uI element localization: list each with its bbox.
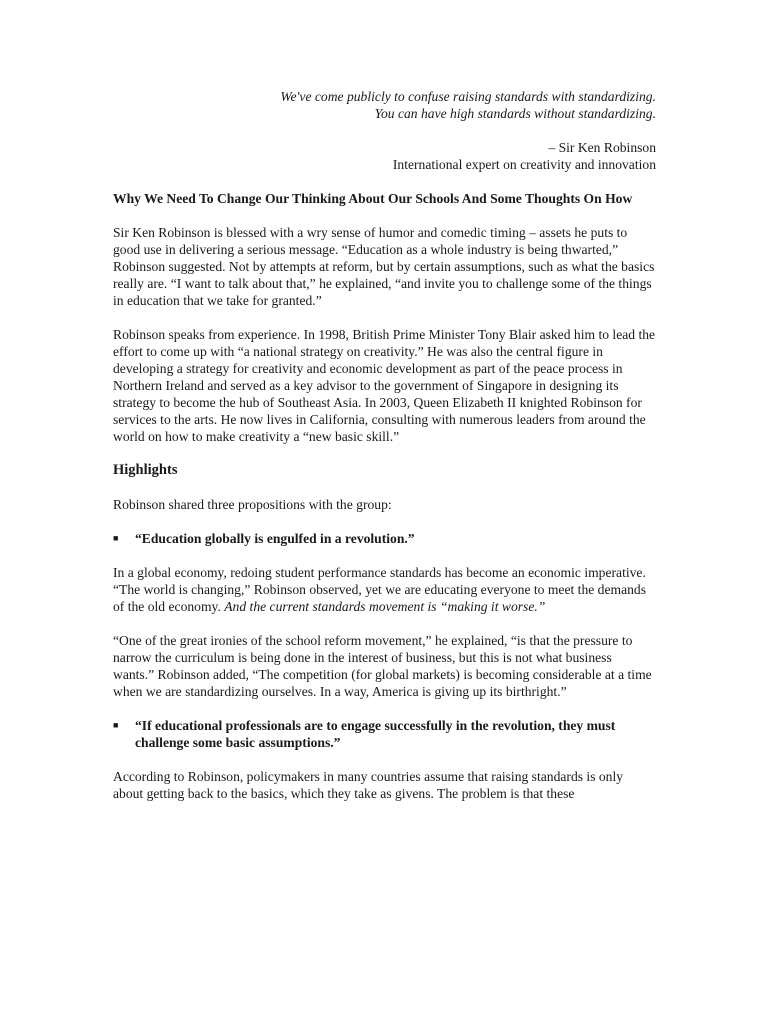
intro-paragraph: Sir Ken Robinson is blessed with a wry sense of humor and comedic timing – assets he puts to good use in delivering a serious message. “Education as a whole industry is being thwarted,” Robinson suggested. Not by attempts at reform, but by certain assumptions, such as what the basics really are. “I want to talk about that,” he explained, “and invite you to challenge some of the things in education that we take for granted.”: [113, 225, 655, 308]
epigraph-quote-line-1: We've come publicly to confuse raising standards with standardizing.: [280, 89, 656, 104]
policymakers-paragraph: According to Robinson, policymakers in many countries assume that raising standards is only about getting back to the basics, which they take as givens. The problem is that these: [113, 769, 624, 801]
global-economy-paragraph: [113, 564, 656, 615]
global-economy-emphasis: And the current standards movement is “making it worse.”: [224, 599, 546, 614]
epigraph-author-role: International expert on creativity and innovation: [392, 157, 656, 172]
experience-paragraph: Robinson speaks from experience. In 1998, British Prime Minister Tony Blair asked him to lead the effort to come up with “a national strategy on creativity.” He was also the central figure in developing a strategy for creativity and economic development as part of the peace process in Northern Ireland and served as a key advisor to the government of Singapore in designing its strategy to become the hub of Southeast Asia. In 2003, Queen Elizabeth II knighted Robinson for services to the arts. He now lives in California, consulting with numerous leaders from around the world on how to make creativity a “new basic skill.”: [113, 327, 656, 444]
ironies-paragraph: “One of the great ironies of the school reform movement,” he explained, “is that the pressure to narrow the curriculum is being done in the interest of business, but this is not what business wants.” Robinson added, “The competition (for global markets) is becoming considerable at a time when we are standardizing ourselves. In a way, America is giving up its birthright.”: [113, 633, 652, 699]
document-page: [113, 88, 656, 802]
article-title: Why We Need To Change Our Thinking About Our Schools And Some Thoughts On How: [113, 191, 633, 206]
bullet-item-2: [113, 717, 656, 751]
bullet-item-1: [113, 530, 656, 547]
highlights-lead: Robinson shared three propositions with the group:: [113, 497, 392, 512]
square-bullet-icon: ■: [113, 533, 119, 543]
bullet-1-text: “Education globally is engulfed in a revolution.”: [135, 531, 415, 546]
bullet-2-text: “If educational professionals are to engage successfully in the revolution, they must challenge some basic assumptions.”: [135, 718, 616, 750]
epigraph: [113, 88, 656, 173]
epigraph-author: – Sir Ken Robinson: [548, 140, 656, 155]
square-bullet-icon: ■: [113, 720, 119, 730]
epigraph-quote-line-2: You can have high standards without standardizing.: [374, 106, 656, 121]
highlights-heading: Highlights: [113, 462, 178, 478]
global-economy-text: In a global economy, redoing student performance standards has become an economic imperative. “The world is changing,” Robinson observed, yet we are educating everyone to meet the demands of the old economy.: [113, 565, 647, 614]
